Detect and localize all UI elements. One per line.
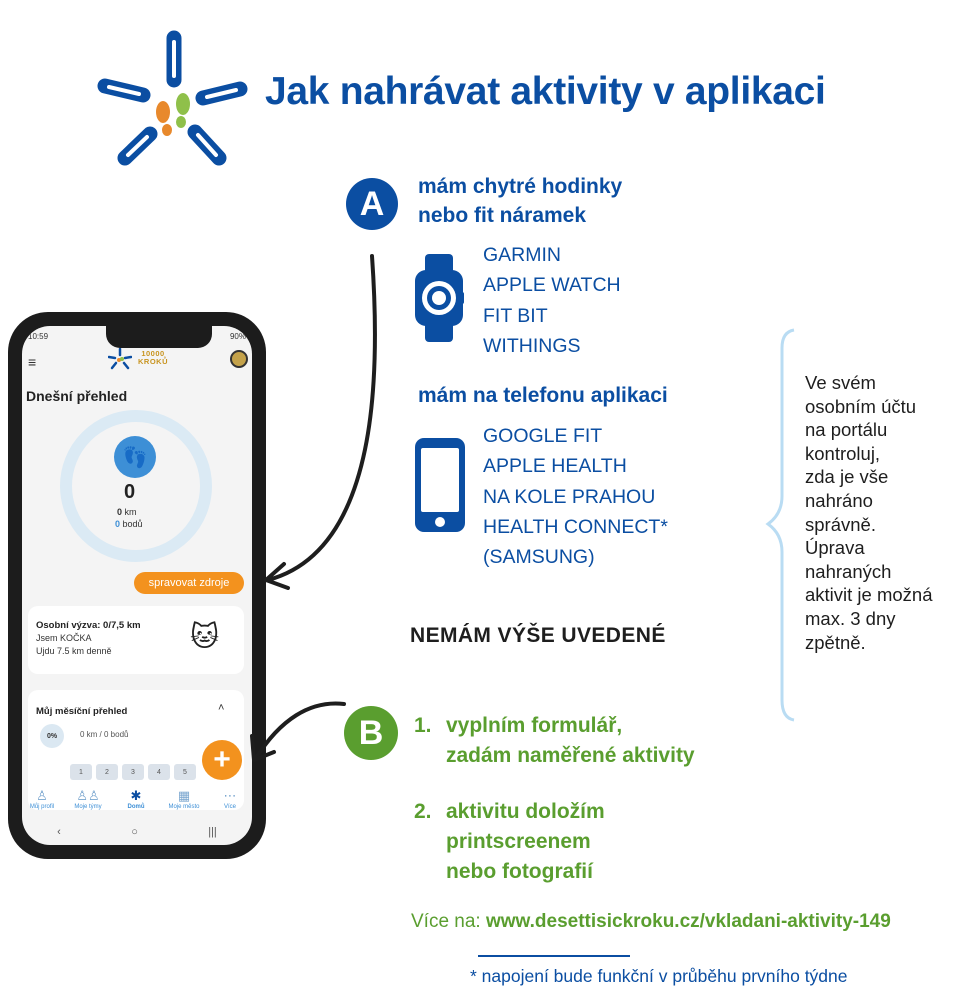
footprints-icon: 👣: [114, 436, 156, 478]
watch-brand-list: [483, 240, 621, 361]
points-line: [115, 519, 143, 529]
side-note-line: aktivit je možná: [805, 584, 933, 606]
steps-value: 0: [124, 481, 136, 503]
side-note-line: Úprava: [805, 537, 865, 559]
team-icon: ♙♙: [76, 788, 100, 803]
status-time: 10:59: [28, 332, 49, 341]
footnote: * napojení bude funkční v průběhu prvního týdne: [470, 966, 848, 986]
side-note-line: kontroluj,: [805, 442, 881, 464]
app-logo-line: 10000: [141, 349, 165, 358]
status-battery: 90%: [229, 332, 246, 341]
more-info: [411, 911, 891, 933]
phone-screen: [22, 326, 252, 845]
phone-app-item: APPLE HEALTH: [483, 455, 627, 478]
arrow-b-icon: [240, 690, 350, 770]
step-1: [414, 711, 774, 773]
km-line: [117, 507, 137, 517]
section-a-heading: [418, 172, 622, 230]
step-text: [446, 797, 605, 887]
monthly-title: Můj měsíční přehled: [36, 706, 128, 717]
step-text-line: vyplním formulář,: [446, 714, 623, 737]
home-star-icon: ✱: [130, 788, 142, 803]
recents-icon[interactable]: |||: [208, 826, 217, 838]
step-text-line: nebo fotografií: [446, 860, 593, 883]
section-a-badge: A: [346, 178, 398, 230]
phone-app-list: [483, 421, 668, 572]
page-title: Jak nahrávat aktivity v aplikaci: [265, 70, 826, 113]
progress-ring: [60, 410, 212, 562]
city-icon: ▦: [177, 788, 191, 803]
watch-brand-item: FIT BIT: [483, 304, 548, 327]
day-box[interactable]: 4: [148, 764, 170, 780]
day-box[interactable]: 1: [70, 764, 92, 780]
manage-sources-button[interactable]: spravovat zdroje: [134, 572, 244, 594]
smartphone-icon: [414, 437, 466, 533]
footnote-divider: [478, 955, 630, 957]
monthly-percent: 0%: [40, 724, 64, 748]
nav-more[interactable]: [208, 788, 252, 810]
phone-app-item: GOOGLE FIT: [483, 425, 603, 447]
footprints-star-logo-icon: [95, 26, 255, 171]
app-logo-line: KROKŮ: [138, 357, 168, 366]
challenge-title: Osobní výzva: 0/7,5 km: [36, 620, 141, 631]
none-of-above-heading: NEMÁM VÝŠE UVEDENÉ: [410, 624, 666, 647]
nav-my-teams[interactable]: [66, 788, 110, 810]
points-value: 0: [115, 519, 121, 529]
more-info-link[interactable]: www.desettisickroku.cz/vkladani-aktivity-149: [486, 911, 891, 932]
nav-home[interactable]: [114, 788, 158, 810]
smartwatch-icon: [413, 254, 465, 342]
watch-brand-item: WITHINGS: [483, 334, 581, 357]
section-a-heading-line1: mám chytré hodinky: [418, 175, 623, 198]
side-note-line: nahráno: [805, 489, 873, 511]
challenge-line: Ujdu 7.5 km denně: [36, 646, 112, 656]
step-text: [446, 711, 695, 771]
watch-brand-item: APPLE WATCH: [483, 274, 621, 297]
system-nav-bar: [22, 822, 252, 842]
arrow-a-icon: [240, 250, 390, 590]
monthly-summary: 0 km / 0 bodů: [80, 730, 129, 739]
challenge-line: Jsem KOČKA: [36, 633, 92, 643]
nav-my-city[interactable]: [162, 788, 206, 810]
side-note: [805, 371, 963, 654]
km-unit: km: [124, 507, 137, 517]
step-text-line: zadám naměřené aktivity: [446, 744, 695, 767]
add-activity-button[interactable]: +: [202, 740, 242, 780]
points-unit: bodů: [122, 519, 143, 529]
side-note-line: osobním účtu: [805, 395, 917, 417]
side-note-line: na portálu: [805, 419, 888, 441]
phone-app-item: HEALTH CONNECT*: [483, 515, 668, 538]
step-2: [414, 797, 714, 889]
side-note-line: správně.: [805, 513, 876, 535]
nav-my-profile[interactable]: [22, 788, 64, 810]
phone-app-heading: mám na telefonu aplikaci: [418, 384, 668, 407]
side-note-line: nahraných: [805, 560, 892, 582]
day-box[interactable]: 5: [174, 764, 196, 780]
step-number: 2.: [414, 800, 432, 823]
nav-label: Můj profil: [29, 804, 55, 810]
step-text-line: aktivitu doložím: [446, 800, 605, 823]
chevron-up-icon[interactable]: ˄: [218, 702, 225, 714]
today-title: Dnešní přehled: [26, 388, 128, 404]
km-value: 0: [117, 507, 123, 517]
app-logo-text: [138, 350, 168, 366]
side-note-line: Ve svém: [805, 372, 876, 393]
phone-notch: [106, 326, 212, 348]
back-icon[interactable]: ‹: [57, 826, 61, 838]
nav-label: Domů: [127, 804, 145, 810]
curly-brace: [764, 328, 800, 722]
phone-app-item: NA KOLE PRAHOU: [483, 485, 656, 508]
nav-label: Moje město: [168, 804, 200, 810]
watch-brand-item: GARMIN: [483, 244, 561, 266]
day-box[interactable]: 2: [96, 764, 118, 780]
app-logo-icon: [108, 348, 132, 370]
menu-icon[interactable]: ≡: [28, 354, 37, 370]
side-note-line: zpětně.: [805, 631, 866, 653]
nav-label: Moje týmy: [74, 804, 102, 810]
day-box[interactable]: 3: [122, 764, 144, 780]
home-icon[interactable]: ○: [131, 826, 138, 838]
side-note-line: zda je vše: [805, 466, 889, 488]
section-b-badge: B: [344, 706, 398, 760]
more-icon: ⋯: [223, 788, 237, 803]
cat-icon: 🐱: [190, 621, 220, 652]
side-note-line: max. 3 dny: [805, 607, 896, 629]
nav-label: Více: [223, 804, 236, 810]
step-number: 1.: [414, 714, 432, 737]
step-text-line: printscreenem: [446, 830, 591, 853]
section-a-heading-line2: nebo fit náramek: [418, 204, 587, 227]
person-icon: ♙: [36, 788, 48, 803]
phone-app-item: (SAMSUNG): [483, 546, 595, 569]
more-info-label: Více na:: [411, 911, 486, 932]
